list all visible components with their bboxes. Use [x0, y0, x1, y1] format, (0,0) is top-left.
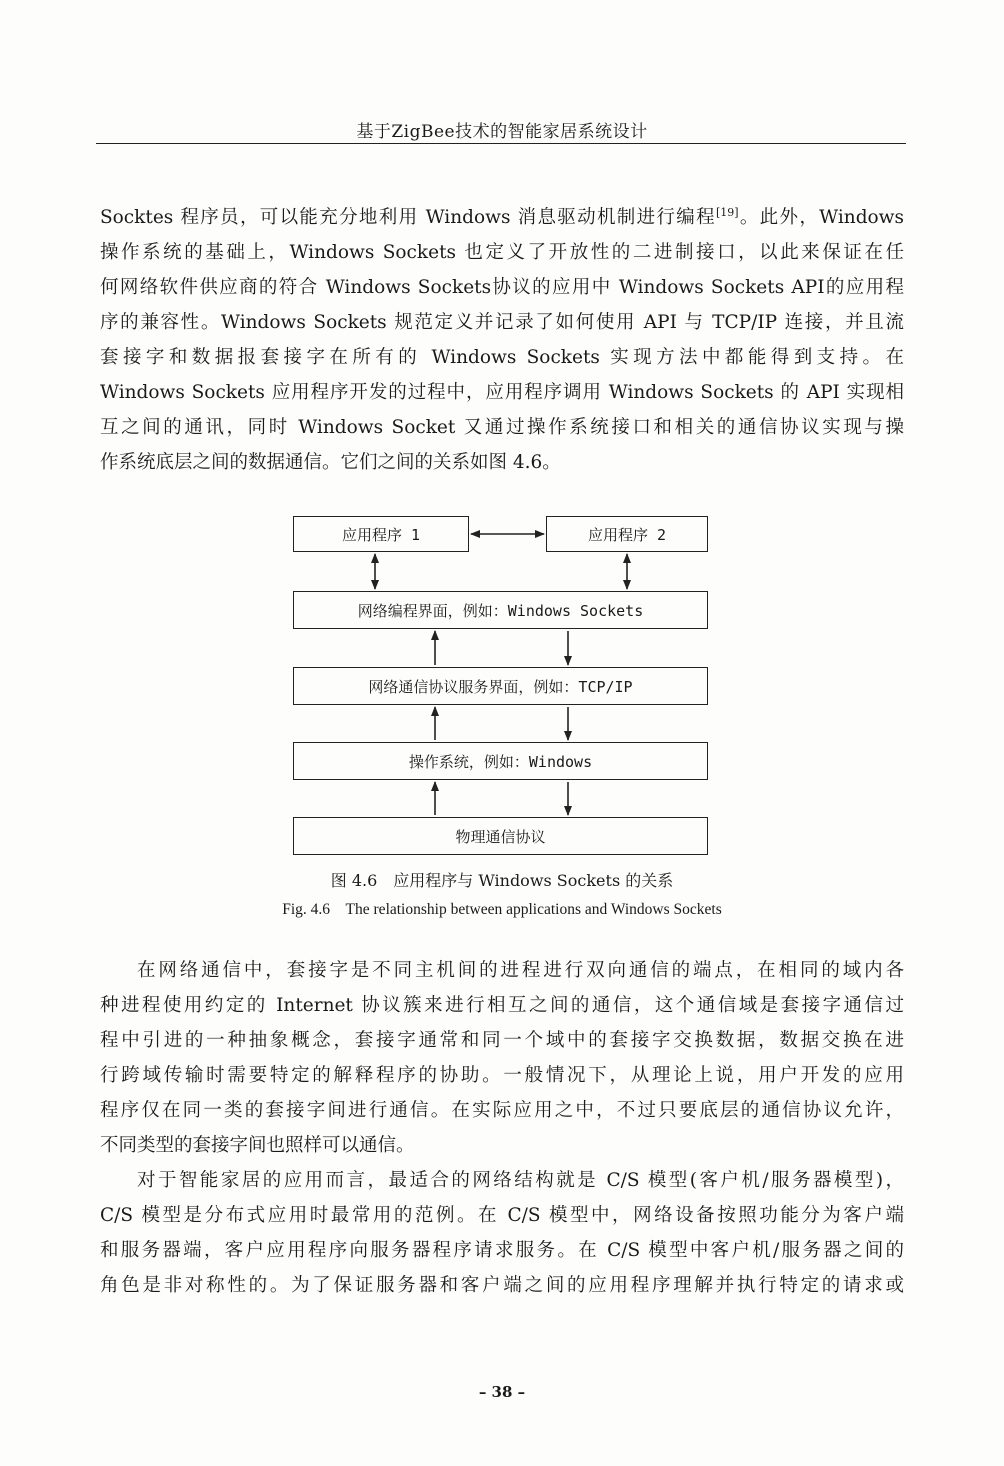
paragraph-2-line-4: 行跨域传输时需要特定的解释程序的协助。一般情况下，从理论上说，用户开发的应用 [100, 1065, 904, 1086]
paragraph-3-line-2: C/S 模型是分布式应用时最常用的范例。在 C/S 模型中，网络设备按照功能分为客户端 [100, 1205, 904, 1226]
box-operating-system: 操作系统，例如：Windows [293, 742, 708, 780]
paragraph-2-line-1: 在网络通信中，套接字是不同主机间的进程进行双向通信的端点，在相同的域内各 [137, 960, 904, 981]
paragraph-1-line-5: 套接字和数据报套接字在所有的 Windows Sockets 实现方法中都能得到支持。在 [100, 347, 904, 368]
paragraph-2-line-6: 不同类型的套接字间也照样可以通信。 [100, 1135, 415, 1156]
running-header: 基于ZigBee技术的智能家居系统设计 [356, 122, 648, 142]
page-number: – 38 – [478, 1383, 526, 1401]
figure-caption-en: Fig. 4.6 The relationship between applications and Windows Sockets [282, 901, 722, 918]
paragraph-1-line-6: Windows Sockets 应用程序开发的过程中，应用程序调用 Windows Sockets 的 API 实现相 [100, 382, 904, 403]
box-physical-protocol: 物理通信协议 [293, 817, 708, 855]
paragraph-2 [100, 953, 904, 1163]
paragraph-1-line-8: 作系统底层之间的数据通信。它们之间的关系如图 4.6。 [100, 452, 561, 473]
paragraph-1-line-3: 何网络软件供应商的符合 Windows Sockets协议的应用中 Windows Sockets API的应用程 [100, 277, 904, 298]
box-application-1: 应用程序 1 [293, 516, 469, 552]
box-network-programming-interface: 网络编程界面，例如：Windows Sockets [293, 591, 708, 629]
paragraph-1 [100, 195, 904, 480]
paragraph-1-line-1: Socktes 程序员，可以能充分地利用 Windows 消息驱动机制进行编程[19]。此外，Windows [100, 206, 905, 228]
paragraph-3-line-4: 角色是非对称性的。为了保证服务器和客户端之间的应用程序理解并执行特定的请求或 [100, 1275, 904, 1296]
paragraph-2-line-3: 程中引进的一种抽象概念，套接字通常和同一个域中的套接字交换数据，数据交换在进 [100, 1030, 904, 1051]
box-application-2: 应用程序 2 [546, 516, 708, 552]
paragraph-1-line-7: 互之间的通讯，同时 Windows Socket 又通过操作系统接口和相关的通信协议实现与操 [100, 417, 904, 438]
paragraph-3-line-3: 和服务器端，客户应用程序向服务器程序请求服务。在 C/S 模型中客户机/服务器之间的 [100, 1240, 904, 1261]
paragraph-1-line-2: 操作系统的基础上，Windows Sockets 也定义了开放性的二进制接口，以此来保证在任 [100, 242, 904, 263]
citation-19: [19] [715, 206, 739, 219]
paragraph-3 [100, 1163, 904, 1303]
header-rule [96, 143, 906, 144]
box-protocol-service-interface: 网络通信协议服务界面，例如：TCP/IP [293, 667, 708, 705]
figure-caption-cn: 图 4.6 应用程序与 Windows Sockets 的关系 [330, 871, 674, 890]
paragraph-3-line-1: 对于智能家居的应用而言，最适合的网络结构就是 C/S 模型(客户机/服务器模型)， [137, 1170, 904, 1191]
paragraph-1-line-4: 序的兼容性。Windows Sockets 规范定义并记录了如何使用 API 与 TCP/IP 连接，并且流 [100, 312, 904, 333]
paragraph-2-line-2: 种进程使用约定的 Internet 协议簇来进行相互之间的通信，这个通信域是套接字通信过 [100, 995, 904, 1016]
paragraph-2-line-5: 程序仅在同一类的套接字间进行通信。在实际应用之中，不过只要底层的通信协议允许， [100, 1100, 904, 1121]
